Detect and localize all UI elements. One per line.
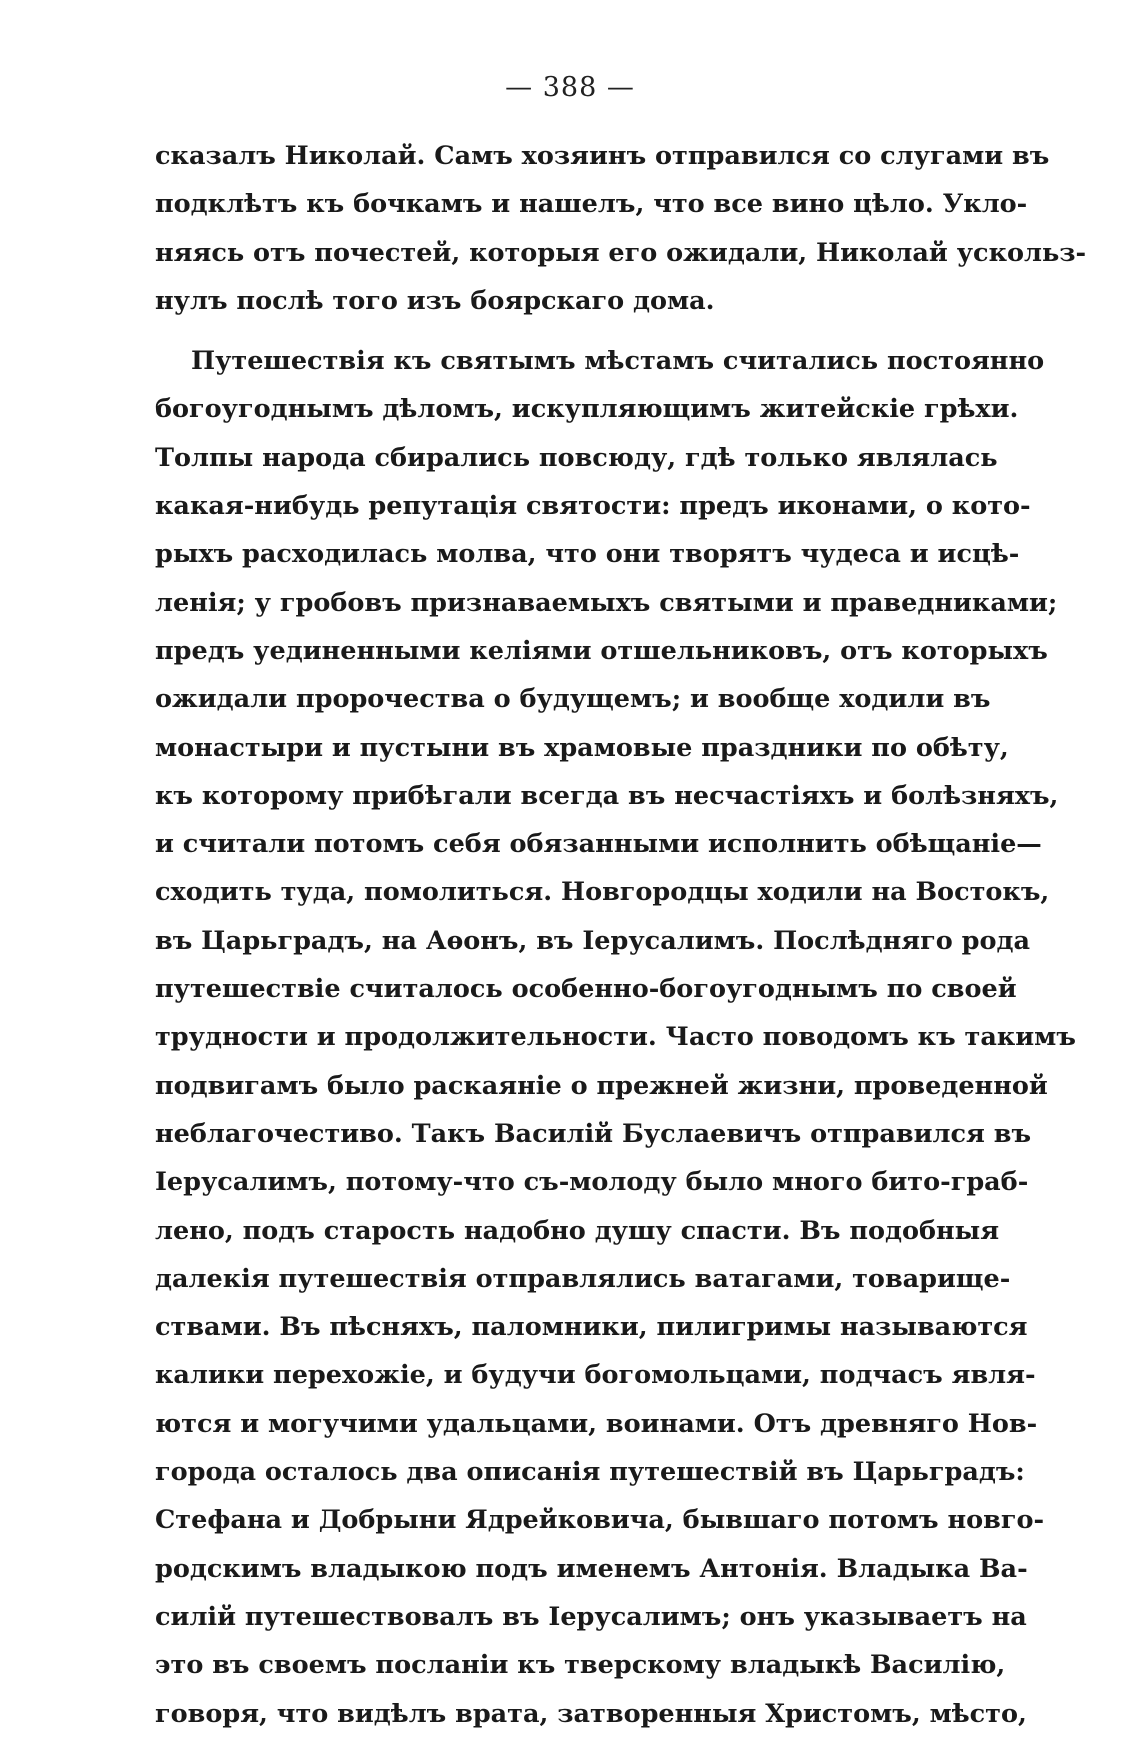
text-line: Путешествія къ святымъ мѣстамъ считались постоянно [191, 346, 1045, 377]
text-line: силій путешествовалъ въ Іерусалимъ; онъ указываетъ на [155, 1601, 1027, 1632]
text-line: лено, подъ старость надобно душу спасти. Въ подобныя [155, 1215, 1000, 1246]
text-line: монастыри и пустыни въ храмовые праздники по обѣту, [155, 732, 1009, 763]
text-line: Стефана и Добрыни Ядрейковича, бывшаго потомъ новго- [155, 1505, 1045, 1536]
body-text [155, 132, 1087, 1738]
text-line: подклѣтъ къ бочкамъ и нашелъ, что все вино цѣло. Укло- [155, 189, 1028, 220]
text-line: далекія путешествія отправлялись ватагами, товарище- [155, 1263, 1011, 1294]
text-line: ленія; у гробовъ признаваемыхъ святыми и праведниками; [155, 587, 1058, 618]
text-line: и считали потомъ себя обязанными исполнить обѣщаніе— [155, 829, 1042, 860]
text-line: неблагочестиво. Такъ Василій Буслаевичъ отправился въ [155, 1118, 1032, 1149]
text-line: города осталось два описанія путешествій въ Царьградъ: [155, 1457, 1025, 1488]
text-line: какая-нибудь репутація святости: предъ иконами, о кото- [155, 491, 1031, 522]
text-line: путешествіе считалось особенно-богоугоднымъ по своей [155, 974, 1017, 1005]
text-line: сходить туда, помолиться. Новгородцы ходили на Востокъ, [155, 877, 1050, 908]
text-line: Іерусалимъ, потому-что съ-молоду было много бито-граб- [155, 1167, 1029, 1198]
text-line: Толпы народа сбирались повсюду, гдѣ только являлась [155, 442, 998, 473]
paragraph [155, 337, 1076, 1738]
text-line: подвигамъ было раскаяніе о прежней жизни, проведенной [155, 1070, 1048, 1101]
text-line: богоугоднымъ дѣломъ, искупляющимъ житейскіе грѣхи. [155, 394, 1019, 425]
text-line: нулъ послѣ того изъ боярскаго дома. [155, 285, 715, 316]
text-line: это въ своемъ посланіи къ тверскому владыкѣ Василію, [155, 1650, 1006, 1681]
text-line: ожидали пророчества о будущемъ; и вообще ходили въ [155, 684, 991, 715]
text-line: къ которому прибѣгали всегда въ несчастіяхъ и болѣзняхъ, [155, 780, 1059, 811]
text-line: въ Царьградъ, на Аѳонъ, въ Іерусалимъ. Послѣдняго рода [155, 925, 1030, 956]
text-line: родскимъ владыкою подъ именемъ Антонія. Владыка Ва- [155, 1553, 1028, 1584]
page-number: — 388 — [505, 72, 635, 103]
text-line: ствами. Въ пѣсняхъ, паломники, пилигримы называются [155, 1312, 1028, 1343]
text-line: трудности и продолжительности. Часто поводомъ къ такимъ [155, 1022, 1076, 1053]
text-line: няясь отъ почестей, которыя его ожидали, Николай ускольз- [155, 237, 1087, 268]
paragraph [155, 132, 1087, 325]
text-line: калики перехожіе, и будучи богомольцами, подчасъ явля- [155, 1360, 1036, 1391]
text-line: сказалъ Николай. Самъ хозяинъ отправился со слугами въ [155, 141, 1050, 171]
text-line: ются и могучими удальцами, воинами. Отъ древняго Нов- [155, 1408, 1038, 1439]
text-line: рыхъ расходилась молва, что они творятъ чудеса и исцѣ- [155, 539, 1020, 570]
text-line: говоря, что видѣлъ врата, затворенныя Христомъ, мѣсто, [155, 1698, 1027, 1729]
text-line: предъ уединенными келіями отшельниковъ, отъ которыхъ [155, 635, 1048, 666]
